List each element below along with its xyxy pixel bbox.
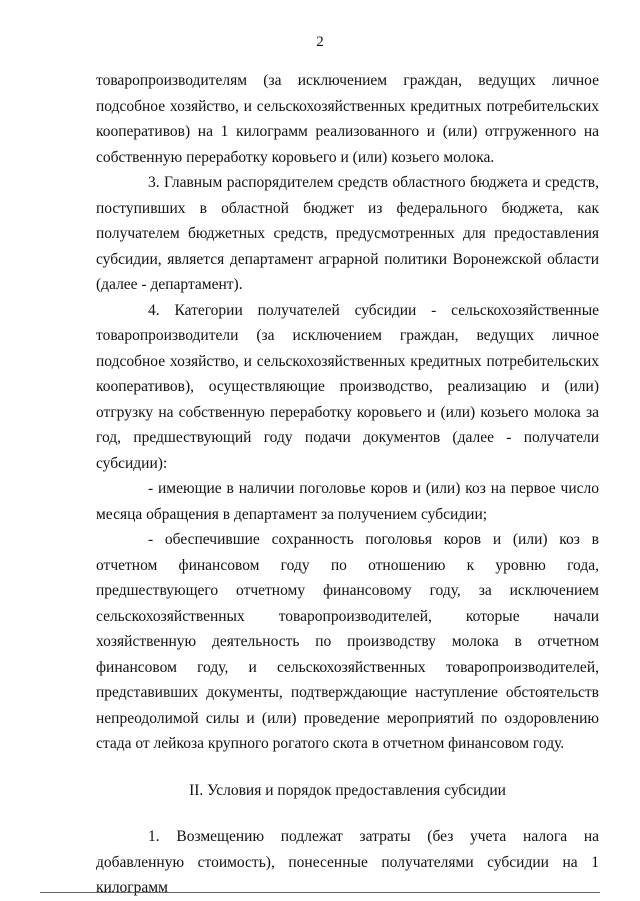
list-item-livestock-preservation: - обеспечившие сохранность поголовья коров и (или) коз в отчетном финансовом году по отношению к уровню года, предшествующего отчетному финансовому году, за исключением сельскохозяйственных товаропроизводителей, которые начали хозяйственную деятельность по производству молока в отчетном финансовом году, и сельскохозяйственных товаропроизводителей, представивших документы, подтверждающие наступление обстоятельств непреодолимой силы и (или) проведение мероприятий по оздоровлению стада от лейкоза крупного рогатого скота в отчетном финансовом году.: [96, 531, 599, 752]
section-paragraph-1: 1. Возмещению подлежат затраты (без учета налога на добавленную стоимость), понесенные получателями субсидии на 1 килограмм: [96, 828, 599, 896]
list-item-livestock-presence: - имеющие в наличии поголовье коров и (или) коз на первое число месяца обращения в департамент за получением субсидии;: [96, 480, 599, 523]
document-body: [96, 68, 599, 901]
section-heading: II. Условия и порядок предоставления субсидии: [189, 781, 506, 799]
page-number: 2: [316, 34, 324, 50]
footer-divider: [40, 892, 600, 893]
paragraph-4: 4. Категории получателей субсидии - сельскохозяйственные товаропроизводители (за исключением граждан, ведущих личное подсобное хозяйство, и сельскохозяйственных кредитных потребительских кооперативов), осуществляющие производство, реализацию и (или) отгрузку на собственную переработку коровьего и (или) козьего молока за год, предшествующий году подачи документов (далее - получатели субсидии):: [96, 301, 599, 472]
paragraph-3: 3. Главным распорядителем средств областного бюджета и средств, поступивших в областной бюджет из федерального бюджета, как получателем бюджетных средств, предусмотренных для предоставления субсидии, является департамент аграрной политики Воронежской области (далее - департамент).: [96, 174, 599, 293]
paragraph-continuation: товаропроизводителям (за исключением граждан, ведущих личное подсобное хозяйство, и сельскохозяйственных кредитных потребительских кооперативов) на 1 килограмм реализованного и (или) отгруженного на собственную переработку коровьего и (или) козьего молока.: [96, 72, 599, 166]
